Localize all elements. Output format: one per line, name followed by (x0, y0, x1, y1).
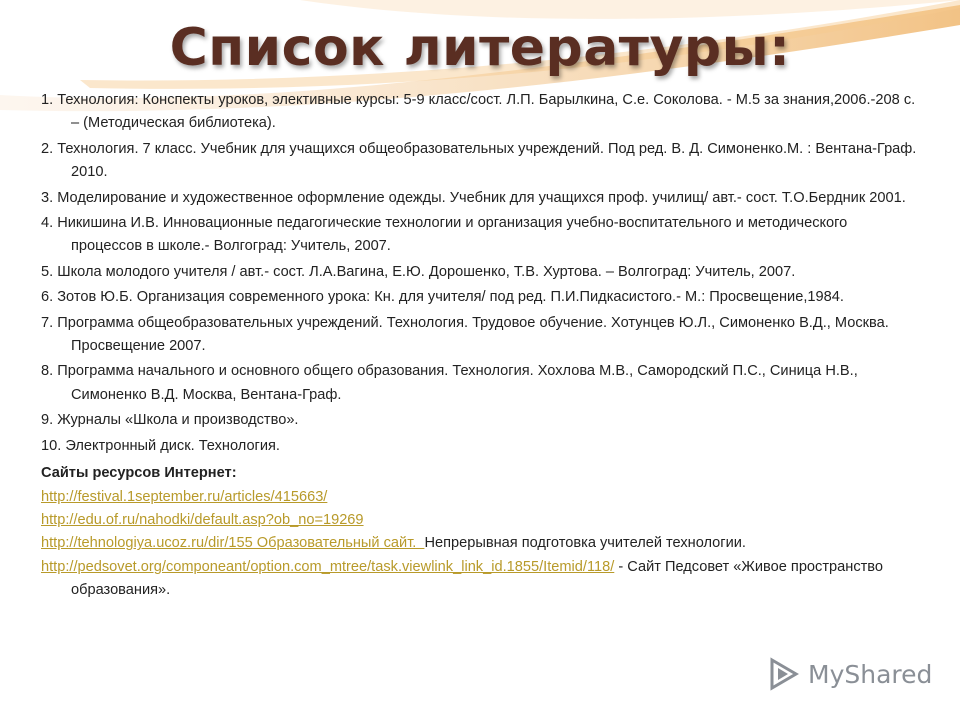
link-row (41, 556, 921, 603)
sites-heading: Сайты ресурсов Интернет: (41, 465, 237, 482)
page-title: Список литературы: (169, 18, 791, 78)
list-item: 7. Программа общеобразовательных учреждений. Технология. Трудовое обучение. Хотунцев Ю.Л., Симоненко В.Д., Москва. Просвещение 2007. (41, 314, 889, 355)
link-row (41, 532, 921, 555)
link-row (41, 486, 921, 509)
reference-list (41, 89, 921, 603)
resource-link[interactable]: http://tehnologiya.ucoz.ru/dir/155 Образовательный сайт. (41, 535, 425, 552)
list-item: 4. Никишина И.В. Инновационные педагогические технологии и организация учебно-воспитательного и методического процессов в школе.- Волгоград: Учитель, 2007. (41, 215, 848, 255)
watermark-text: MyShared (808, 659, 933, 689)
list-item: 1. Технология: Конспекты уроков, элективные курсы: 5-9 класс/сост. Л.П. Барылкина, С.е. Соколова. - М.5 за знания,2006.-208 с. – (Методическая библиотека). (41, 92, 916, 132)
resource-link[interactable]: http://festival.1september.ru/articles/415663/ (41, 488, 328, 505)
list-item: 6. Зотов Ю.Б. Организация современного урока: Кн. для учителя/ под ред. П.И.Пидкасистого.- М.: Просвещение,1984. (41, 289, 844, 306)
resource-link[interactable]: http://pedsovet.org/componeant/option.com_mtree/task.viewlink_link_id.1855/Itemid/118/ (41, 558, 615, 575)
link-note: Непрерывная подготовка учителей технологии. (424, 535, 746, 552)
resource-link[interactable]: http://edu.of.ru/nahodki/default.asp?ob_no=19269 (41, 511, 364, 528)
list-item: 3. Моделирование и художественное оформление одежды. Учебник для учащихся проф. училищ/ авт.- сост. Т.О.Бердник 2001. (41, 189, 906, 206)
link-note: - Сайт Педсовет «Живое пространство образования». (71, 558, 884, 599)
myshared-logo-icon (766, 656, 802, 692)
link-row (41, 509, 921, 532)
list-item: 5. Школа молодого учителя / авт.- сост. Л.А.Вагина, Е.Ю. Дорошенко, Т.В. Хуртова. – Волгоград: Учитель, 2007. (41, 263, 796, 280)
watermark (766, 656, 932, 692)
list-item: 8. Программа начального и основного общего образования. Технология. Хохлова М.В., Самородский П.С., Синица Н.В., Симоненко В.Д. Москва, Вентана-Граф. (41, 363, 858, 403)
list-item: 2. Технология. 7 класс. Учебник для учащихся общеобразовательных учреждений. Под ред. В. Д. Симоненко.М. : Вентана-Граф. 2010. (41, 140, 917, 181)
list-item: 9. Журналы «Школа и производство». (41, 412, 299, 429)
list-item: 10. Электронный диск. Технология. (41, 437, 280, 454)
